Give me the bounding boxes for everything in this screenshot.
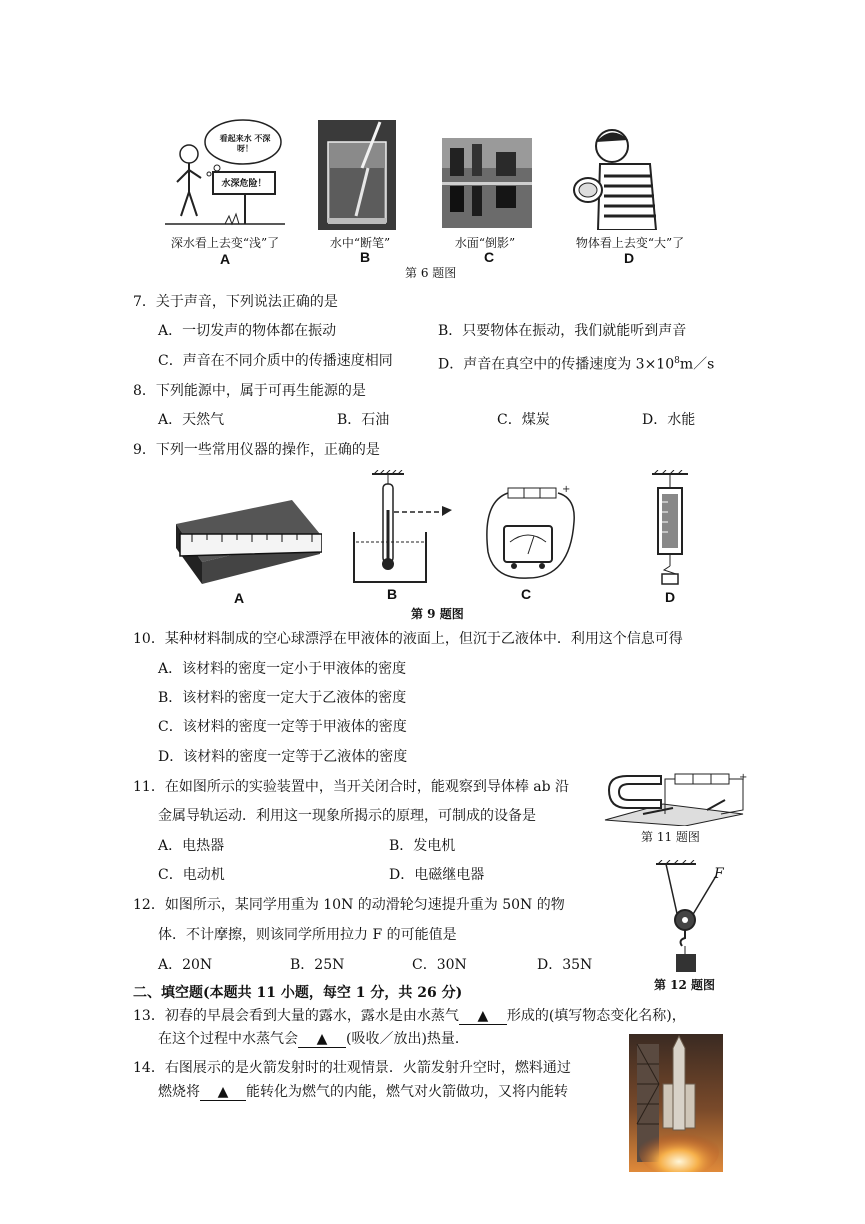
q7-option-d-post: m／s — [679, 356, 715, 373]
fig6-bubble-text: 看起来水 不深呀！ — [219, 133, 271, 153]
fig6-caption-c: 水面“倒影” — [454, 236, 516, 250]
q12-fig-label: 第 12 题图 — [654, 978, 716, 992]
fig6-image-d — [570, 124, 670, 230]
q12-option-d: D．35N — [537, 957, 593, 973]
q8-option-d: D．水能 — [642, 412, 696, 428]
q8-stem: 8．下列能源中，属于可再生能源的是 — [133, 383, 366, 399]
fig6-sign-text: 水深危险！ — [221, 179, 267, 189]
q12-option-b: B．25N — [290, 957, 345, 973]
q7-option-d-exp: 8 — [674, 356, 680, 366]
q10-option-c: C．该材料的密度一定等于甲液体的密度 — [158, 719, 407, 735]
q12-option-a: A．20N — [158, 957, 213, 973]
q10-option-a: A．该材料的密度一定小于甲液体的密度 — [158, 661, 407, 677]
section2-heading: 二、填空题(本题共 11 小题，每空 1 分，共 26 分) — [133, 985, 463, 1001]
q14-blank: ▲ — [200, 1084, 246, 1101]
q12-option-c: C．30N — [412, 957, 467, 973]
q13-line1-pre: 13．初春的早晨会看到大量的露水，露水是由水蒸气 — [133, 1008, 459, 1024]
q12-force-label: F — [714, 866, 724, 882]
q7-option-a: A．一切发声的物体都在振动 — [158, 323, 337, 339]
q9-letter-a: A — [233, 590, 245, 606]
q12-stem-line2: 体．不计摩擦，则该同学所用拉力 F 的可能值是 — [158, 927, 457, 943]
q10-stem: 10．某种材料制成的空心球漂浮在甲液体的液面上，但沉于乙液体中．利用这个信息可得 — [133, 631, 683, 647]
q9-image-ruler — [172, 494, 322, 586]
q11-option-b: B．发电机 — [389, 838, 456, 854]
q13-blank-2: ▲ — [298, 1031, 346, 1048]
svg-text:+: + — [739, 772, 748, 783]
q8-option-b: B．石油 — [337, 412, 390, 428]
q9-letter-d: D — [664, 589, 676, 605]
q11-stem-line2: 金属导轨运动．利用这一现象所揭示的原理，可制成的设备是 — [158, 808, 536, 824]
q14-line2-pre: 燃烧将 — [158, 1084, 200, 1100]
q9-letter-b: B — [386, 586, 398, 602]
q11-image-apparatus — [603, 770, 749, 826]
fig6-letter-c: C — [483, 249, 495, 265]
q11-stem-line1: 11．在如图所示的实验装置中，当开关闭合时，能观察到导体棒 ab 沿 — [133, 779, 570, 795]
q13-line2 — [158, 1030, 469, 1048]
q7-stem: 7．关于声音，下列说法正确的是 — [133, 294, 338, 310]
q13-line2-pre: 在这个过程中水蒸气会 — [158, 1031, 298, 1047]
q14-line2 — [158, 1083, 568, 1101]
q10-option-d: D．该材料的密度一定等于乙液体的密度 — [158, 749, 408, 765]
q7-option-d-pre: D．声音在真空中的传播速度为 3×10 — [438, 356, 675, 373]
q14-line2-post: 能转化为燃气的内能，燃气对火箭做功，又将内能转 — [246, 1084, 568, 1100]
q12-stem-line1: 12．如图所示，某同学用重为 10N 的动滑轮匀速提升重为 50N 的物 — [133, 897, 565, 913]
fig6-image-b — [318, 120, 396, 230]
q14-line1: 14．右图展示的是火箭发射时的壮观情景．火箭发射升空时，燃料通过 — [133, 1060, 571, 1076]
q13-line1 — [133, 1007, 686, 1025]
fig6-letter-d: D — [623, 250, 635, 266]
q9-fig-label: 第 9 题图 — [411, 607, 464, 621]
q9-image-thermometer — [348, 470, 458, 586]
q9-image-ammeter — [478, 482, 578, 582]
fig6-caption-b: 水中“断笔” — [329, 236, 391, 250]
fig6-image-c — [442, 138, 532, 228]
q7-option-c: C．声音在不同介质中的传播速度相同 — [158, 353, 393, 369]
q10-option-b: B．该材料的密度一定大于乙液体的密度 — [158, 690, 407, 706]
fig6-letter-a: A — [219, 251, 231, 267]
q7-option-b: B．只要物体在振动，我们就能听到声音 — [438, 323, 687, 339]
q14-image-rocket — [629, 1034, 723, 1172]
q9-stem: 9．下列一些常用仪器的操作，正确的是 — [133, 442, 380, 458]
q9-image-spring-scale — [646, 470, 694, 586]
q8-option-c: C．煤炭 — [497, 412, 550, 428]
q13-blank-1: ▲ — [459, 1008, 507, 1025]
fig6-label: 第 6 题图 — [405, 266, 457, 280]
fig6-caption-a: 深水看上去变“浅”了 — [170, 236, 280, 250]
fig6-image-a — [165, 112, 285, 232]
q9-letter-c: C — [520, 586, 532, 602]
q11-option-a: A．电热器 — [158, 838, 225, 854]
q11-option-d: D．电磁继电器 — [389, 867, 485, 883]
q8-option-a: A．天然气 — [158, 412, 225, 428]
q13-line1-post: 形成的(填写物态变化名称)， — [506, 1008, 686, 1024]
fig6-caption-d: 物体看上去变“大”了 — [575, 236, 685, 250]
svg-text:+: + — [562, 484, 571, 495]
q11-fig-label: 第 11 题图 — [641, 830, 700, 844]
q13-line2-post: (吸收／放出)热量． — [346, 1031, 469, 1047]
fig6-letter-b: B — [359, 249, 371, 265]
q7-option-d — [438, 352, 714, 374]
q11-option-c: C．电动机 — [158, 867, 225, 883]
